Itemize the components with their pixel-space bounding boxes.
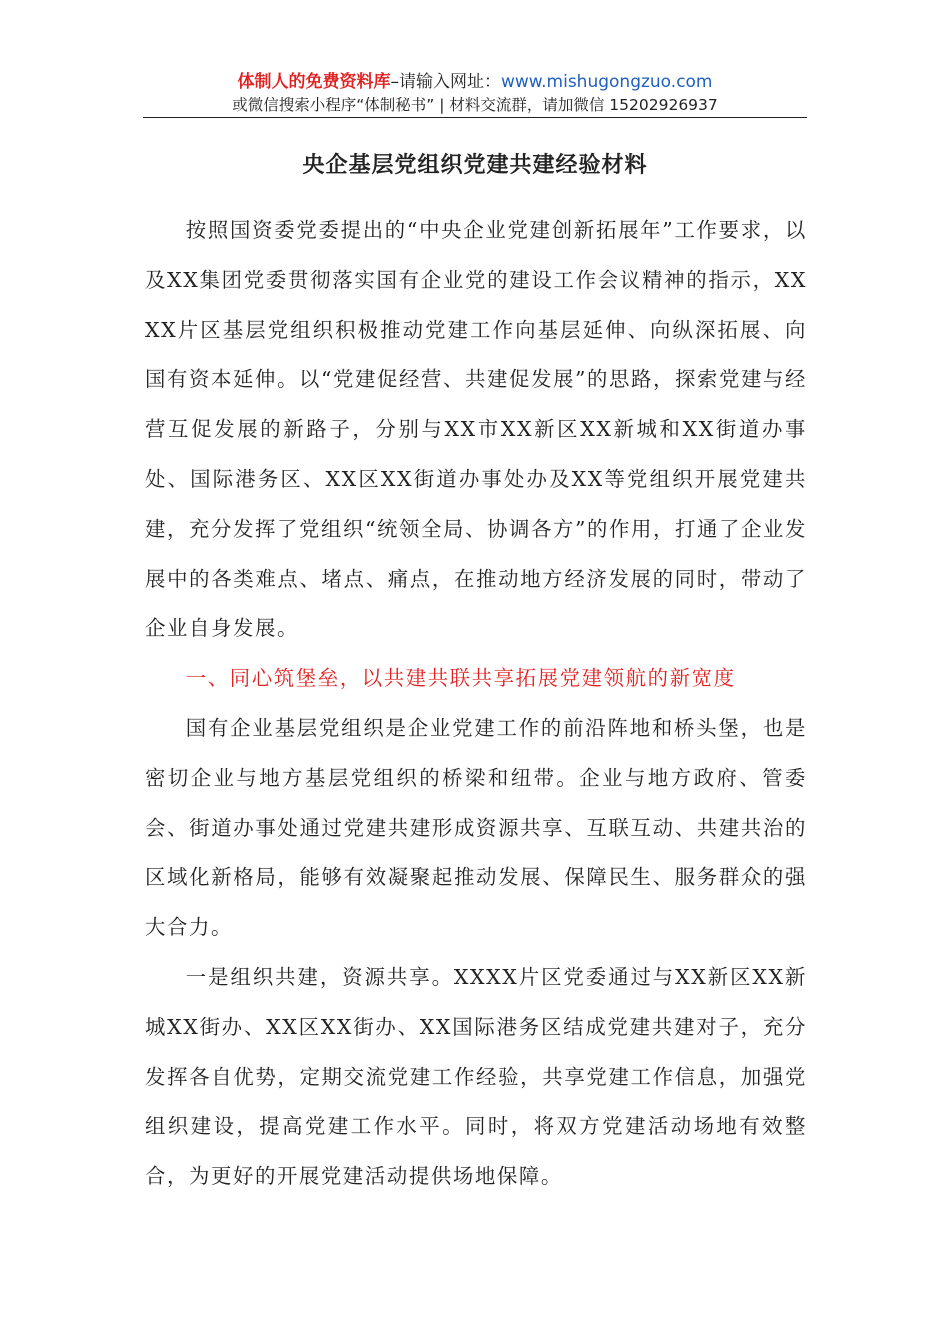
header-website-link[interactable]: www.mishugongzuo.com bbox=[500, 72, 713, 92]
header-divider bbox=[143, 117, 807, 118]
header-line-1 bbox=[143, 70, 807, 94]
section-paragraph: 一是组织共建，资源共享。XXXX片区党委通过与XX新区XX新城XX街办、XX区XX街办、XX国际港务区结成党建共建对子，充分发挥各自优势，定期交流党建工作经验，共享党建工作信息，加强党组织建设，提高党建工作水平。同时，将双方党建活动场地有效整合，为更好的开展党建活动提供场地保障。 bbox=[145, 964, 807, 1189]
page-header bbox=[143, 70, 807, 116]
header-prompt: –请输入网址： bbox=[390, 72, 501, 92]
intro-paragraph: 按照国资委党委提出的“中央企业党建创新拓展年”工作要求，以及XX集团党委贯彻落实国有企业党的建设工作会议精神的指示，XXXX片区基层党组织积极推动党建工作向基层延伸、向纵深拓展、向国有资本延伸。以“党建促经营、共建促发展”的思路，探索党建与经营互促发展的新路子，分别与XX市XX新区XX新城和XX街道办事处、国际港务区、XX区XX街道办事处办及XX等党组织开展党建共建，充分发挥了党组织“统领全局、协调各方”的作用，打通了企业发展中的各类难点、堵点、痛点，在推动地方经济发展的同时，带动了企业自身发展。 bbox=[145, 218, 807, 641]
section-heading: 一、同心筑堡垒，以共建共联共享拓展党建领航的新宽度 bbox=[185, 666, 736, 691]
header-brand: 体制人的免费资料库 bbox=[237, 72, 391, 92]
section-paragraph: 国有企业基层党组织是企业党建工作的前沿阵地和桥头堡，也是密切企业与地方基层党组织的桥梁和纽带。企业与地方政府、管委会、街道办事处通过党建共建形成资源共享、互联互动、共建共治的区域化新格局，能够有效凝聚起推动发展、保障民生、服务群众的强大合力。 bbox=[145, 715, 807, 940]
document-body bbox=[145, 206, 807, 1202]
header-line-2: 或微信搜索小程序“体制秘书” | 材料交流群，请加微信 15202926937 bbox=[232, 96, 718, 114]
document-title: 央企基层党组织党建共建经验材料 bbox=[302, 152, 648, 178]
